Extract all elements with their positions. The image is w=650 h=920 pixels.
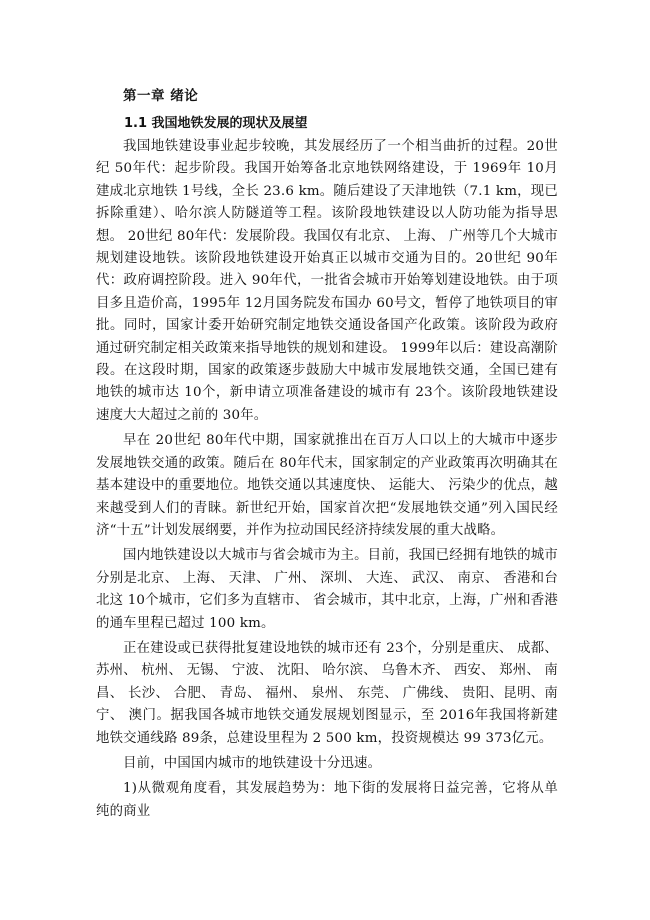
chapter-title: 第一章 绪论 xyxy=(123,88,199,104)
paragraph-policy: 早在 20世纪 80年代中期，国家就推出在百万人口以上的大城市中逐步发展地铁交通的政策。随后在 80年代末，国家制定的产业政策再次明确其在基本建设中的重要地位。地铁交通以其速度快、 运能大、 污染少的优点，越来越受到人们的青睐。新世纪开始，国家首次把“发展地铁交通”列入国民经济“十五”计划发展纲要，并作为拉动国民经济持续发展的重大战略。 xyxy=(96,433,558,538)
section-title: 1.1 我国地铁发展的现状及展望 xyxy=(124,116,308,131)
paragraph-history: 我国地铁建设事业起步较晚，其发展经历了一个相当曲折的过程。20世纪 50年代：起步阶段。我国开始筹备北京地铁网络建设，于 1969年 10月建成北京地铁 1号线，全长 23.6 km。随后建设了天津地铁（7.1 km，现已拆除重建）、哈尔滨人防隧道等工程。该阶段地铁建设以人防功能为指导思想。 20世纪 80年代：发展阶段。我国仅有北京、 上海、 广州等几个大城市规划建设地铁。该阶段地铁建设开始真正以城市交通为目的。20世纪 90年代：政府调控阶段。进入 90年代，一批省会城市开始筹划建设地铁。由于项目多且造价高，1995年 12月国务院发布国办 60号文，暂停了地铁项目的审批。同时，国家计委开始研究制定地铁交通设备国产化政策。该阶段为政府通过研究制定相关政策来指导地铁的规划和建设。 1999年以后：建设高潮阶段。在这段时期，国家的政策逐步鼓励大中城市发展地铁交通，全国已建有地铁的城市达 10个，新申请立项准备建设的城市有 23个。该阶段地铁建设速度大大超过之前的 30年。 xyxy=(96,139,558,423)
document-body xyxy=(96,86,558,823)
paragraph-planned-cities: 正在建设或已获得批复建设地铁的城市还有 23个，分别是重庆、 成都、 苏州、 杭州、 无锡、 宁波、 沈阳、 哈尔滨、 乌鲁木齐、 西安、 郑州、 南昌、 长沙、 合肥、 青岛、 福州、 泉州、 东莞、 广佛线、 贵阳、昆明、南宁、 澳门。据我国各城市地铁交通发展规划图显示，至 2016年我国将新建地铁交通线路 89条，总建设里程为 2 500 km，投资规模达 99 373亿元。 xyxy=(96,640,558,746)
paragraph-existing-cities: 国内地铁建设以大城市与省会城市为主。目前，我国已经拥有地铁的城市分别是北京、 上海、 天津、 广州、 深圳、 大连、 武汉、 南京、 香港和台北这 10个城市，它们多为直辖市、 省会城市，其中北京，上海，广州和香港的通车里程已超过 100 km。 xyxy=(96,548,558,631)
paragraph-current-status: 目前，中国国内城市的地铁建设十分迅速。 xyxy=(123,755,382,771)
paragraph-micro-trend: 1)从微观角度看，其发展趋势为：地下街的发展将日益完善，它将从单纯的商业 xyxy=(96,781,558,819)
